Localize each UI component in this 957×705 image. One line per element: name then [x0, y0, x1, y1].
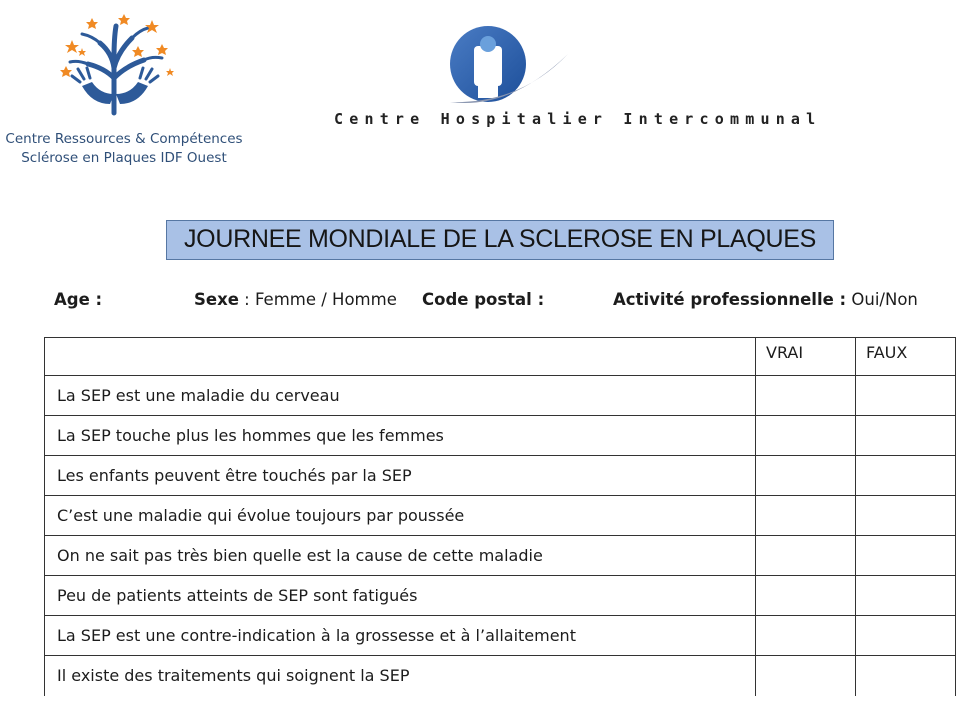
sexe-label: Sexe	[194, 290, 239, 309]
table-row	[45, 656, 956, 696]
table-row	[45, 416, 956, 456]
code-postal-field	[422, 290, 544, 309]
table-row	[45, 536, 956, 576]
header-statement-cell	[45, 338, 756, 376]
vrai-checkbox-cell[interactable]	[756, 496, 856, 536]
age-label: Age :	[54, 290, 103, 309]
vrai-checkbox-cell[interactable]	[756, 536, 856, 576]
statement-cell: La SEP est une maladie du cerveau	[45, 376, 756, 416]
code-postal-label: Code postal :	[422, 290, 545, 309]
vrai-checkbox-cell[interactable]	[756, 576, 856, 616]
statement-cell: On ne sait pas très bien quelle est la cause de cette maladie	[45, 536, 756, 576]
table-row	[45, 376, 956, 416]
statement-cell: Peu de patients atteints de SEP sont fatigués	[45, 576, 756, 616]
activite-field	[613, 290, 918, 309]
hospital-circle-logo-icon	[440, 24, 570, 108]
table-row	[45, 456, 956, 496]
statement-cell: Les enfants peuvent être touchés par la SEP	[45, 456, 756, 496]
tree-hands-logo-icon	[52, 8, 182, 118]
title-banner	[166, 220, 834, 260]
table-row	[45, 616, 956, 656]
faux-checkbox-cell[interactable]	[856, 496, 956, 536]
statement-cell: La SEP touche plus les hommes que les femmes	[45, 416, 756, 456]
activite-label: Activité professionnelle :	[613, 290, 847, 309]
page-title: JOURNEE MONDIALE DE LA SCLEROSE EN PLAQUES	[183, 225, 817, 253]
organization-name-line2: Sclérose en Plaques IDF Ouest	[21, 150, 227, 166]
quiz-table	[44, 337, 956, 696]
faux-checkbox-cell[interactable]	[856, 536, 956, 576]
header-vrai: VRAI	[756, 338, 856, 376]
statement-cell: C’est une maladie qui évolue toujours par poussée	[45, 496, 756, 536]
organization-name-line1: Centre Ressources & Compétences	[5, 131, 243, 147]
faux-checkbox-cell[interactable]	[856, 416, 956, 456]
faux-checkbox-cell[interactable]	[856, 376, 956, 416]
hospital-name: Centre Hospitalier Intercommunal	[334, 110, 822, 128]
statement-cell: Il existe des traitements qui soignent la SEP	[45, 656, 756, 696]
statement-cell: La SEP est une contre-indication à la grossesse et à l’allaitement	[45, 616, 756, 656]
vrai-checkbox-cell[interactable]	[756, 616, 856, 656]
activite-options: Oui/Non	[846, 290, 918, 309]
sexe-field	[194, 290, 397, 309]
faux-checkbox-cell[interactable]	[856, 576, 956, 616]
table-row	[45, 496, 956, 536]
header-faux: FAUX	[856, 338, 956, 376]
organization-name	[0, 130, 248, 168]
table-header-row	[45, 338, 956, 376]
faux-checkbox-cell[interactable]	[856, 456, 956, 496]
faux-checkbox-cell[interactable]	[856, 616, 956, 656]
vrai-checkbox-cell[interactable]	[756, 416, 856, 456]
vrai-checkbox-cell[interactable]	[756, 376, 856, 416]
table-row	[45, 576, 956, 616]
sexe-options: : Femme / Homme	[238, 290, 397, 309]
vrai-checkbox-cell[interactable]	[756, 456, 856, 496]
age-field	[54, 290, 102, 309]
faux-checkbox-cell[interactable]	[856, 656, 956, 696]
vrai-checkbox-cell[interactable]	[756, 656, 856, 696]
